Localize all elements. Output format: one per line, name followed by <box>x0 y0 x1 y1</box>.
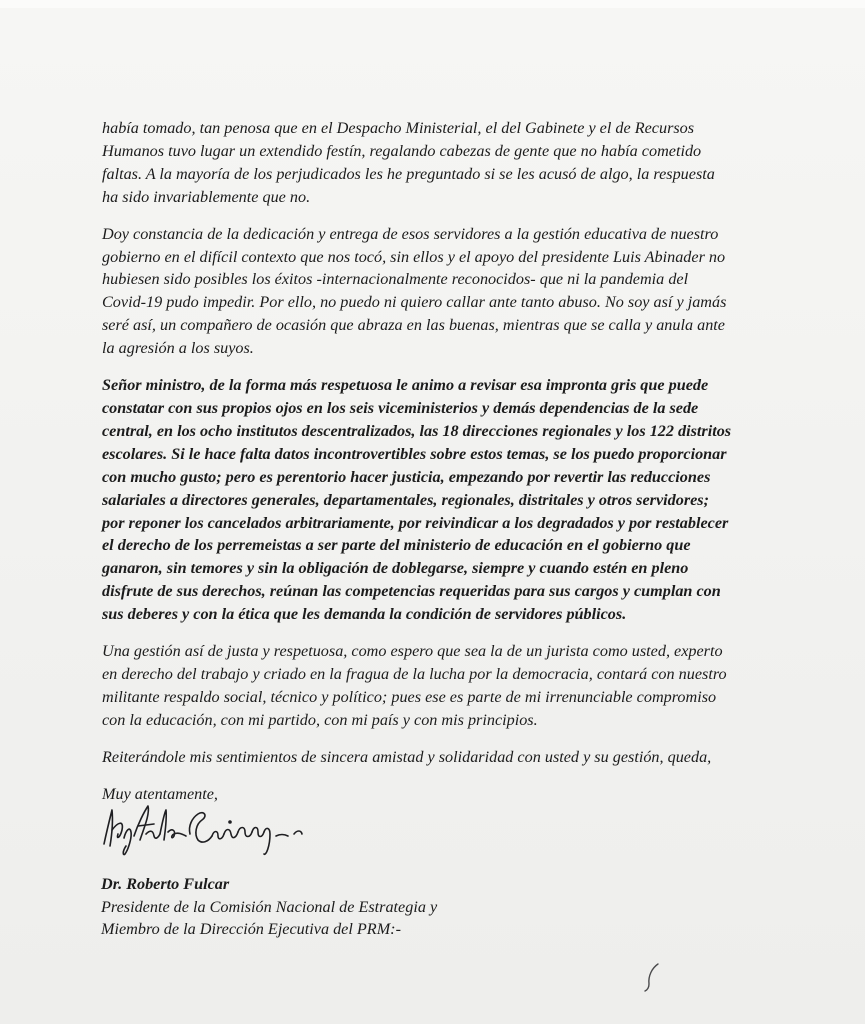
text-line: con la educación, con mi partido, con mi país y con mis principios. <box>102 710 538 729</box>
paragraph-continuation <box>102 117 802 209</box>
text-line: ha sido invariablemente que no. <box>102 187 311 206</box>
paragraph-request-bold <box>102 374 802 626</box>
text-line: por reponer los cancelados arbitrariamente, por reivindicar a los degradados y por restablecer <box>102 513 729 532</box>
text-line: había tomado, tan penosa que en el Despacho Ministerial, el del Gabinete y el de Recursos <box>102 119 695 137</box>
paragraph-support <box>102 640 802 732</box>
signer-title-line-2: Miembro de la Dirección Ejecutiva del PRM:- <box>101 920 401 939</box>
text-line: escolares. Si le hace falta datos incontrovertibles sobre estos temas, se los puedo proporcionar <box>102 444 727 463</box>
text-line: central, en los ocho institutos descentralizados, las 18 direcciones regionales y los 122 distritos <box>102 421 732 440</box>
text-line: Doy constancia de la dedicación y entrega de esos servidores a la gestión educativa de nuestro <box>102 224 719 243</box>
text-line: militante respaldo social, técnico y político; pues ese es parte de mi irrenunciable compromiso <box>102 687 717 706</box>
text-line: el derecho de los perremeistas a ser parte del ministerio de educación en el gobierno que <box>102 536 691 555</box>
text-line: ganaron, sin temores y sin la obligación de doblegarse, siempre y cuando estén en pleno <box>102 559 689 578</box>
text-line: Humanos tuvo lugar un extendido festín, regalando cabezas de gente que no había cometido <box>102 141 702 160</box>
text-line: Reiterándole mis sentimientos de sincera amistad y solidaridad con usted y su gestión, queda, <box>102 747 712 766</box>
text-line: hubiesen sido posibles los éxitos -internacionalmente reconocidos- que ni la pandemia del <box>102 270 689 289</box>
scan-top-edge <box>0 0 865 8</box>
text-line: con mucho gusto; pero es perentorio hacer justicia, empezando por revertir las reducciones <box>102 467 711 486</box>
text-line: faltas. A la mayoría de los perjudicados les he preguntado si se les acusó de algo, la respuesta <box>102 164 715 183</box>
text-line: seré así, un compañero de ocasión que abraza en las buenas, mientras que se calla y anula ante <box>102 316 725 335</box>
text-line: disfrute de sus derechos, reúnan las competencias requeridas para sus cargos y cumplan con <box>102 582 721 601</box>
signer-name: Dr. Roberto Fulcar <box>101 875 230 893</box>
handwritten-signature <box>98 800 318 860</box>
text-line: gobierno en el difícil contexto que nos tocó, sin ellos y el apoyo del presidente Luis Abinader no <box>102 247 726 266</box>
pen-mark <box>640 960 670 994</box>
paragraph-dedication <box>102 223 802 360</box>
text-line: Una gestión así de justa y respetuosa, como espero que sea la de un jurista como usted, experto <box>102 642 723 661</box>
letter-body <box>102 117 802 819</box>
signer-block <box>101 873 661 941</box>
closing-text: Muy atentamente, <box>102 784 218 803</box>
text-line: en derecho del trabajo y criado en la fragua de la lucha por la democracia, contará con nuestro <box>102 664 727 683</box>
text-line: salariales a directores generales, departamentales, regionales, distritales y otros servidores; <box>102 490 709 509</box>
text-line: sus deberes y con la ética que les demanda la condición de servidores públicos. <box>102 605 627 624</box>
text-line: constatar con sus propios ojos en los seis viceministerios y demás dependencias de la sede <box>102 398 699 417</box>
text-line: Señor ministro, de la forma más respetuosa le animo a revisar esa impronta gris que puede <box>102 376 709 395</box>
paragraph-farewell <box>102 746 802 769</box>
text-line: Covid-19 pudo impedir. Por ello, no puedo ni quiero callar ante tanto abuso. No soy así y jamás <box>102 293 727 312</box>
text-line: la agresión a los suyos. <box>102 339 254 358</box>
signer-title-line-1: Presidente de la Comisión Nacional de Estrategia y <box>101 897 438 916</box>
